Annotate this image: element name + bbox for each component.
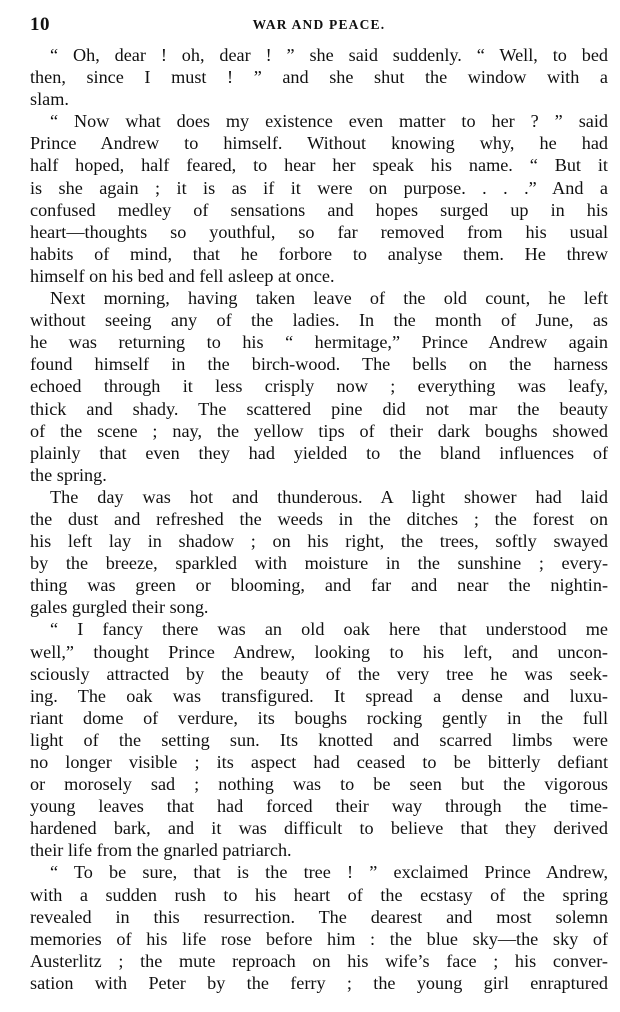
text-line: he was returning to his “ hermitage,” Prince Andrew again bbox=[30, 332, 608, 353]
book-page bbox=[30, 10, 608, 1005]
text-line: the spring. bbox=[30, 464, 107, 485]
text-line: his left lay in shadow ; on his right, the trees, softly swayed bbox=[30, 531, 608, 552]
text-line: “ To be sure, that is the tree ! ” exclaimed Prince Andrew, bbox=[50, 862, 608, 883]
running-title: WAR AND PEACE. bbox=[252, 17, 386, 32]
text-line: well,” thought Prince Andrew, looking to his left, and uncon- bbox=[30, 641, 608, 662]
text-line: echoed through it less crisply now ; everything was leafy, bbox=[30, 376, 608, 397]
text-line: young leaves that had forced their way through the time- bbox=[30, 796, 608, 817]
text-line: thing was green or blooming, and far and near the nightin- bbox=[30, 575, 608, 596]
text-line: by the breeze, sparkled with moisture in the sunshine ; every- bbox=[30, 553, 608, 574]
body-text bbox=[30, 44, 608, 994]
text-line: himself on his bed and fell asleep at once. bbox=[30, 265, 335, 286]
text-line: the dust and refreshed the weeds in the ditches ; the forest on bbox=[30, 508, 608, 529]
page-number: 10 bbox=[30, 14, 50, 35]
text-line: light of the setting sun. Its knotted and scarred limbs were bbox=[30, 729, 608, 750]
text-line: Next morning, having taken leave of the old count, he left bbox=[50, 288, 608, 309]
text-line: thick and shady. The scattered pine did not mar the beauty bbox=[30, 398, 608, 419]
text-line: plainly that even they had yielded to the bland influences of bbox=[30, 442, 608, 463]
text-line: found himself in the birch-wood. The bells on the harness bbox=[30, 354, 608, 375]
text-line: or morosely sad ; nothing was to be seen but the vigorous bbox=[30, 774, 608, 795]
text-line: gales gurgled their song. bbox=[30, 597, 209, 618]
text-line: “ Oh, dear ! oh, dear ! ” she said suddenly. “ Well, to bed bbox=[50, 45, 608, 65]
text-line: hardened bark, and it was difficult to believe that they derived bbox=[30, 818, 608, 839]
text-line: The day was hot and thunderous. A light shower had laid bbox=[50, 486, 608, 507]
text-line: without seeing any of the ladies. In the month of June, as bbox=[30, 310, 608, 331]
text-line: heart—thoughts so youthful, so far removed from his usual bbox=[30, 221, 608, 242]
text-line: revealed in this resurrection. The dearest and most solemn bbox=[30, 906, 608, 927]
text-line: slam. bbox=[30, 89, 69, 110]
text-line: sciously attracted by the beauty of the very tree he was seek- bbox=[30, 663, 608, 684]
text-line: “ Now what does my existence even matter to her ? ” said bbox=[50, 111, 608, 132]
text-line: is she again ; it is as if it were on purpose. . . .” And a bbox=[30, 177, 608, 198]
text-line: then, since I must ! ” and she shut the window with a bbox=[30, 67, 608, 88]
text-line: Austerlitz ; the mute reproach on his wife’s face ; his conver- bbox=[30, 950, 608, 971]
text-line: ing. The oak was transfigured. It spread a dense and luxu- bbox=[30, 685, 608, 706]
text-line: memories of his life rose before him : the blue sky—the sky of bbox=[30, 928, 608, 949]
text-line: confused medley of sensations and hopes surged up in his bbox=[30, 199, 608, 220]
text-line: habits of mind, that he forbore to analyse them. He threw bbox=[30, 243, 608, 264]
text-line: with a sudden rush to his heart of the ecstasy of the spring bbox=[30, 884, 608, 905]
page-header bbox=[30, 10, 608, 40]
text-line: riant dome of verdure, its boughs rocking gently in the full bbox=[30, 707, 608, 728]
text-line: of the scene ; nay, the yellow tips of their dark boughs showed bbox=[30, 420, 608, 441]
text-line: sation with Peter by the ferry ; the young girl enraptured bbox=[30, 972, 608, 993]
text-line: half hoped, half feared, to hear her speak his name. “ But it bbox=[30, 155, 608, 176]
text-line: “ I fancy there was an old oak here that understood me bbox=[50, 619, 608, 640]
text-line: Prince Andrew to himself. Without knowing why, he had bbox=[30, 133, 608, 154]
text-line: no longer visible ; its aspect had ceased to be bitterly defiant bbox=[30, 752, 608, 772]
text-line: their life from the gnarled patriarch. bbox=[30, 840, 292, 861]
